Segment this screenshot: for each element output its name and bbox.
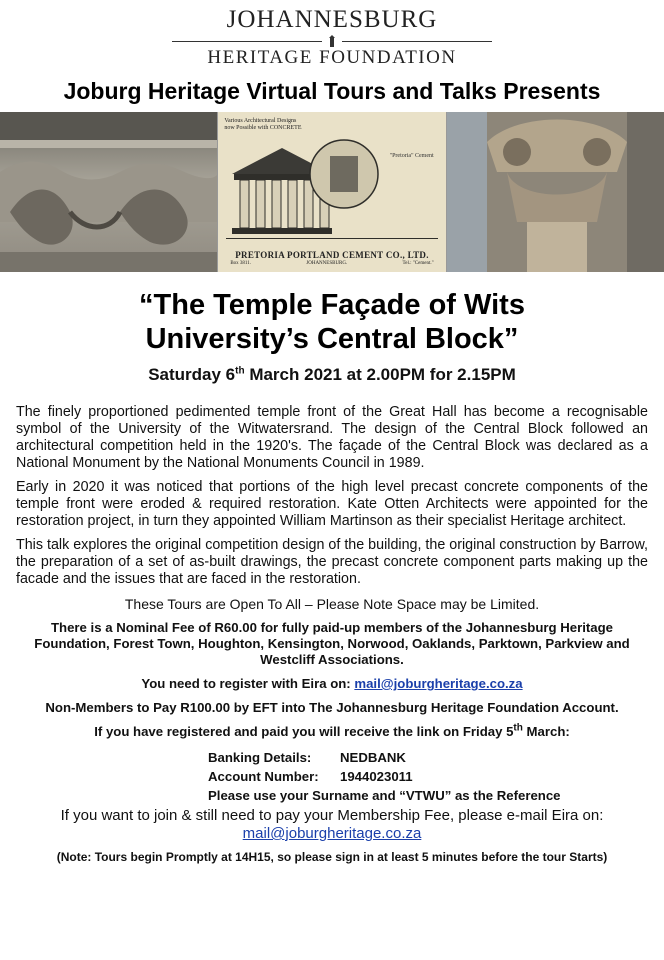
date-post: March 2021 at 2.00PM for 2.15PM [244, 365, 516, 384]
account-number-label: Account Number: [208, 769, 319, 784]
banking-row [208, 748, 648, 767]
date-sup: th [235, 365, 245, 377]
open-to-all-note: These Tours are Open To All – Please Note Space may be Limited. [124, 596, 540, 612]
description-paragraph-1: The finely proportioned pedimented temple front of the Great Hall has become a recognisable symbol of the University of the Witwatersrand. The design of the Central Block followed an architectural competition held in the 1920's. The façade of the Central Block was declared as a National Monument by the National Monuments Council in 1989. [16, 404, 648, 471]
banking-details-label: Banking Details: [208, 750, 312, 765]
advert-city: JOHANNESBURG. [306, 261, 348, 266]
register-email-link[interactable]: mail@joburgheritage.co.za [354, 676, 523, 691]
foundation-logo [0, 0, 664, 70]
register-text: You need to register with Eira on: [141, 676, 355, 691]
date-pre: Saturday 6 [148, 365, 236, 384]
description-paragraph-3: This talk explores the original competition design of the building, the original construction by Barrow, the preparation of a set of as-built drawings, the precast concrete component parts making up the facade and the issues that are faced in the restoration. [16, 537, 648, 587]
link-info-note [16, 724, 648, 740]
link-info-sup: th [513, 722, 523, 734]
talk-title-line-2: University’s Central Block” [145, 323, 519, 355]
banking-details-value: NEDBANK [340, 750, 406, 765]
advert-company: PRETORIA PORTLAND CEMENT CO., LTD. [235, 250, 429, 260]
reference-note: Please use your Surname and “VTWU” as the Reference [208, 788, 561, 803]
advert-footer [230, 250, 433, 266]
nonmembers-note: Non-Members to Pay R100.00 by EFT into The Johannesburg Heritage Foundation Account. [45, 700, 619, 715]
account-number-value: 1944023011 [340, 769, 413, 784]
event-date [0, 364, 664, 386]
advert-tel: Tel.: "Cement." [402, 261, 434, 266]
talk-title-line-1: “The Temple Façade of Wits [139, 289, 525, 321]
account-row [208, 767, 648, 786]
vintage-cement-advert [217, 112, 446, 272]
corinthian-capital-photo [447, 112, 664, 272]
advert-side-column [384, 118, 440, 159]
capital-image [447, 112, 664, 272]
link-info-pre: If you have registered and paid you will receive the link on Friday 5 [94, 724, 514, 739]
tower-icon [328, 35, 336, 47]
advert-caption: Various Architectural Designs now Possible with CONCRETE [224, 118, 302, 131]
join-note [16, 807, 648, 843]
banking-details [208, 748, 648, 805]
logo-rule-right [342, 41, 492, 42]
logo-rule-left [172, 41, 322, 42]
register-note [16, 676, 648, 692]
flyer-body [0, 404, 664, 865]
logo-line-1: JOHANNESBURG [226, 6, 438, 33]
fee-note: There is a Nominal Fee of R60.00 for fully paid-up members of the Johannesburg Heritage Foundation, Forest Town, Houghton, Kensington, Norwood, Oaklands, Parktown, Parkview and Westcliff Associations. [34, 620, 630, 667]
presents-heading: Joburg Heritage Virtual Tours and Talks Presents [63, 78, 601, 104]
join-email-link[interactable]: mail@joburgheritage.co.za [242, 825, 422, 842]
description-paragraph-2: Early in 2020 it was noticed that portions of the high level precast concrete components of the temple front were eroded & required restoration. Kate Otten Architects were appointed for the restoration project, in turn they appointed William Martinson as their specialist Heritage architect. [16, 479, 648, 529]
advert-meta [230, 261, 433, 266]
talk-title [0, 288, 664, 356]
join-text: If you want to join & still need to pay your Membership Fee, please e-mail Eira on: [60, 807, 604, 824]
logo-divider [0, 35, 664, 47]
link-info-post: March: [522, 724, 570, 739]
final-note: (Note: Tours begin Promptly at 14H15, so please sign in at least 5 minutes before the tour Starts) [56, 850, 608, 864]
photo-banner [0, 112, 664, 272]
stone-ornament-photo [0, 112, 217, 272]
advert-side-title: "Pretoria" Cement [389, 153, 434, 159]
advert-box: Box 3811. [230, 261, 251, 266]
stone-ornament-image [0, 112, 217, 272]
logo-line-2: HERITAGE FOUNDATION [207, 47, 457, 68]
